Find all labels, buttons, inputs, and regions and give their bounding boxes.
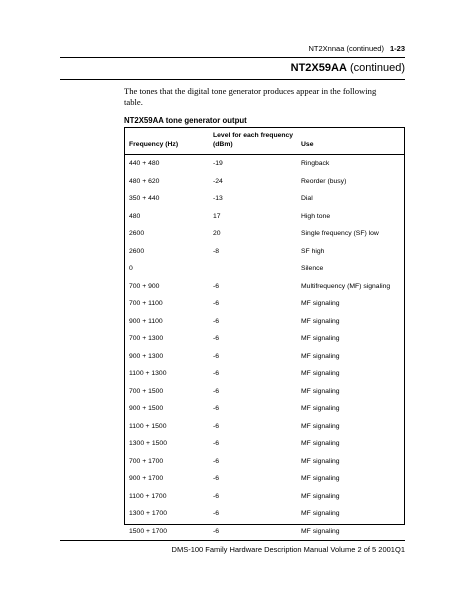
cell-frequency: 2600 (129, 230, 145, 238)
running-header (0, 44, 405, 53)
cell-frequency: 0 (129, 265, 133, 273)
cell-frequency: 1300 + 1500 (129, 440, 167, 448)
cell-level: -6 (213, 352, 220, 360)
cell-frequency: 900 + 1700 (129, 475, 164, 483)
footer-divider (60, 540, 405, 541)
cell-frequency: 480 (129, 212, 141, 220)
column-header-use: Use (301, 128, 404, 155)
table-row (125, 435, 404, 453)
cell-level: -13 (213, 195, 223, 203)
table-row (125, 190, 404, 208)
cell-level: -8 (213, 247, 220, 255)
table-row (125, 225, 404, 243)
cell-frequency: 1300 + 1700 (129, 510, 167, 518)
cell-use: Dial (301, 195, 313, 203)
title-divider (60, 79, 405, 80)
cell-use: MF signaling (301, 527, 340, 535)
cell-level: -6 (213, 317, 220, 325)
cell-level: -6 (213, 335, 220, 343)
cell-level (213, 260, 301, 278)
tone-generator-table (125, 128, 404, 540)
cell-frequency: 440 + 480 (129, 160, 160, 168)
header-divider (60, 57, 405, 58)
cell-frequency: 900 + 1100 (129, 317, 163, 325)
table-row (125, 260, 404, 278)
table-row (125, 295, 404, 313)
table-row (125, 383, 404, 401)
table-header-row (125, 128, 404, 155)
table-row (125, 243, 404, 261)
cell-frequency: 700 + 1500 (129, 387, 164, 395)
table-row (125, 365, 404, 383)
cell-frequency: 700 + 1100 (129, 300, 163, 308)
cell-level: -6 (213, 282, 220, 290)
page-number: 1-23 (389, 44, 405, 53)
cell-use: MF signaling (301, 492, 340, 500)
cell-use: Multifrequency (MF) signaling (301, 282, 391, 290)
table-row (125, 173, 404, 191)
cell-frequency: 700 + 1700 (129, 457, 164, 465)
table-row (125, 208, 404, 226)
cell-level: -6 (213, 422, 220, 430)
cell-level: 17 (213, 212, 221, 220)
cell-use: MF signaling (301, 352, 340, 360)
cell-level: -6 (213, 440, 220, 448)
cell-frequency: 480 + 620 (129, 177, 160, 185)
running-title: NT2Xnnaa (continued) (308, 44, 384, 53)
cell-level: -6 (213, 475, 220, 483)
table-row (125, 278, 404, 296)
section-title (0, 62, 405, 74)
cell-use: MF signaling (301, 317, 340, 325)
section-title-suffix: (continued) (349, 62, 405, 74)
cell-use: High tone (301, 212, 331, 220)
cell-frequency: 2600 (129, 247, 145, 255)
cell-use: Single frequency (SF) low (301, 230, 379, 238)
cell-level: -6 (213, 510, 220, 518)
cell-use: MF signaling (301, 475, 340, 483)
cell-level: -6 (213, 387, 220, 395)
table-row (125, 453, 404, 471)
table-row (125, 348, 404, 366)
cell-level: -6 (213, 370, 220, 378)
cell-use: MF signaling (301, 335, 340, 343)
table-row (125, 418, 404, 436)
cell-frequency: 350 + 440 (129, 195, 160, 203)
table-row (125, 330, 404, 348)
cell-level: -6 (213, 457, 220, 465)
cell-level: -6 (213, 405, 220, 413)
cell-use: MF signaling (301, 510, 340, 518)
cell-use: MF signaling (301, 422, 340, 430)
cell-frequency: 900 + 1300 (129, 352, 164, 360)
cell-frequency: 700 + 900 (129, 282, 160, 290)
table-row (125, 155, 404, 173)
cell-use: Ringback (301, 160, 330, 168)
cell-frequency: 1100 + 1300 (129, 370, 167, 378)
cell-level: -6 (213, 527, 220, 535)
column-header-frequency: Frequency (Hz) (125, 128, 213, 155)
intro-paragraph: The tones that the digital tone generator produces appear in the following table. (124, 86, 377, 107)
table-row (125, 470, 404, 488)
cell-use: Silence (301, 265, 324, 273)
cell-level: 20 (213, 230, 221, 238)
cell-frequency: 700 + 1300 (129, 335, 164, 343)
cell-use: MF signaling (301, 387, 340, 395)
cell-use: MF signaling (301, 370, 340, 378)
table-row (125, 505, 404, 523)
cell-frequency: 1100 + 1700 (129, 492, 167, 500)
cell-frequency: 1500 + 1700 (129, 527, 167, 535)
table-title: NT2X59AA tone generator output (124, 116, 247, 125)
cell-level: -6 (213, 492, 220, 500)
table-row (125, 488, 404, 506)
cell-frequency: 900 + 1500 (129, 405, 164, 413)
cell-use: SF high (301, 247, 325, 255)
cell-level: -19 (213, 160, 223, 168)
cell-level: -24 (213, 177, 223, 185)
cell-use: MF signaling (301, 457, 340, 465)
page-footer: DMS-100 Family Hardware Description Manual Volume 2 of 5 2001Q1 (171, 545, 405, 554)
table-row (125, 523, 404, 541)
cell-use: MF signaling (301, 405, 340, 413)
cell-use: MF signaling (301, 300, 340, 308)
cell-use: MF signaling (301, 440, 340, 448)
table-row (125, 313, 404, 331)
tone-table-frame (124, 127, 405, 535)
section-title-main: NT2X59AA (290, 62, 347, 74)
cell-use: Reorder (busy) (301, 177, 347, 185)
cell-level: -6 (213, 300, 220, 308)
cell-frequency: 1100 + 1500 (129, 422, 167, 430)
table-row (125, 400, 404, 418)
column-header-level: Level for each frequency (dBm) (213, 128, 301, 155)
